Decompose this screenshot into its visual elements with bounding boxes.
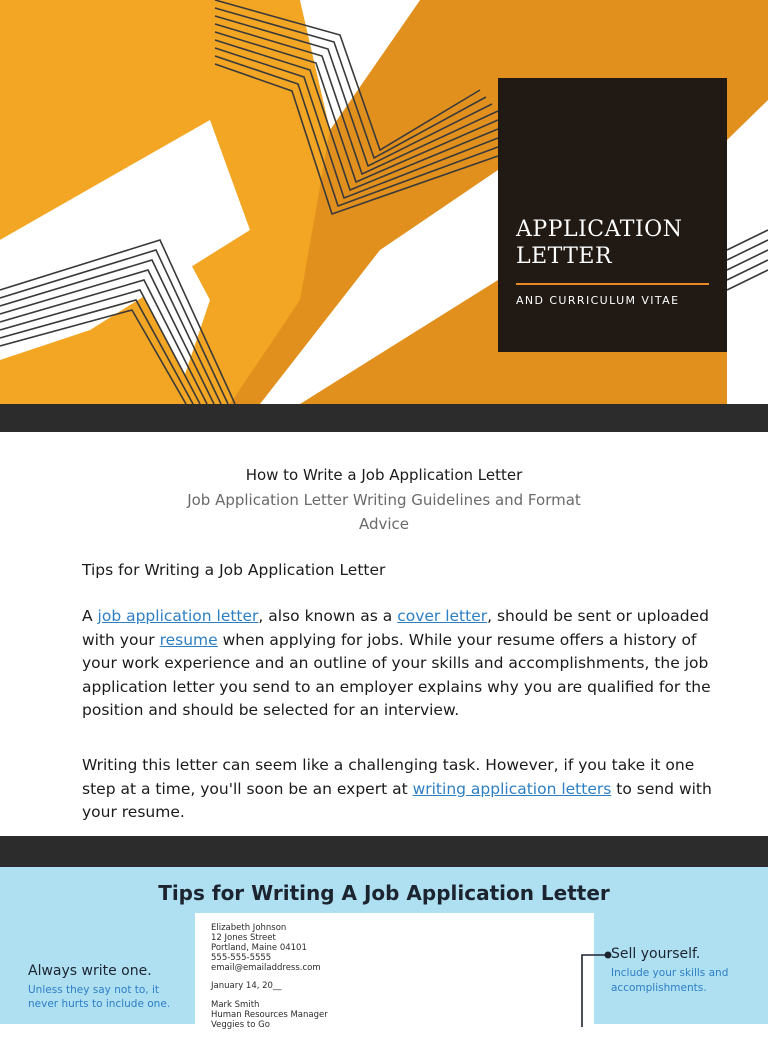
paragraph-intro	[82, 605, 732, 723]
tip-always-write-desc: Unless they say not to, it never hurts to include one.	[28, 984, 171, 1010]
divider-band-middle	[0, 836, 768, 867]
cover-subtitle: AND CURRICULUM VITAE	[516, 294, 680, 307]
infographic-heading: Tips for Writing A Job Application Letter	[158, 881, 610, 905]
tip-sell-yourself-desc: Include your skills and accomplishments.	[611, 967, 729, 994]
cover-title-box	[498, 78, 727, 352]
link-writing-application-letters[interactable]: writing application letters	[412, 779, 612, 798]
letter-line: January 14, 20__	[211, 981, 282, 991]
letter-line: 12 Jones Street	[211, 933, 276, 943]
article-subtitle: Job Application Letter Writing Guidelines and Format Advice	[187, 491, 581, 533]
paragraph-text: , should be sent or uploaded with your	[82, 607, 709, 649]
white-wedge-right	[727, 100, 768, 404]
letter-line: Veggies to Go	[211, 1020, 270, 1030]
link-job-application-letter[interactable]: job application letter	[97, 607, 259, 625]
paragraph-writing	[82, 754, 732, 825]
letter-line: 555-555-5555	[211, 953, 272, 963]
paragraph-text: A	[82, 607, 98, 625]
link-cover-letter[interactable]: cover letter	[397, 607, 488, 625]
sample-letter-card	[195, 913, 594, 1043]
link-resume[interactable]: resume	[159, 630, 218, 649]
cover-image	[0, 0, 768, 404]
section-heading: Tips for Writing a Job Application Letter	[82, 561, 386, 579]
paragraph-text: to send with your resume.	[82, 779, 712, 821]
tip-always-write-title: Always write one.	[28, 963, 152, 979]
letter-line: Human Resources Manager	[211, 1010, 328, 1020]
letter-line: Mark Smith	[211, 1000, 260, 1010]
tip-sell-yourself-title: Sell yourself.	[611, 946, 701, 962]
divider-band-top	[0, 404, 768, 432]
paragraph-text: , also known as a	[258, 607, 398, 625]
cover-title-line2: LETTER	[516, 244, 613, 269]
cover-title-line1: APPLICATION	[516, 217, 683, 242]
paragraph-text: Writing this letter can seem like a challenging task. However, if you take it one step at a time, you'll soon be an expert at	[82, 756, 695, 798]
cover-title-rule	[516, 283, 709, 285]
paragraph-text: when applying for jobs. While your resume offers a history of your work experience and an outline of your skills and accomplishments, the job application letter you send to an employer explains why you are qualified for the position and should be selected for an interview.	[82, 630, 711, 719]
letter-line: email@emailaddress.com	[211, 963, 321, 973]
infographic	[0, 867, 768, 1030]
cover-title	[516, 216, 716, 270]
letter-line: Portland, Maine 04101	[211, 943, 307, 953]
callout-connector	[578, 947, 612, 1027]
article-title: How to Write a Job Application Letter	[245, 466, 523, 484]
letter-line: Elizabeth Johnson	[211, 923, 287, 933]
